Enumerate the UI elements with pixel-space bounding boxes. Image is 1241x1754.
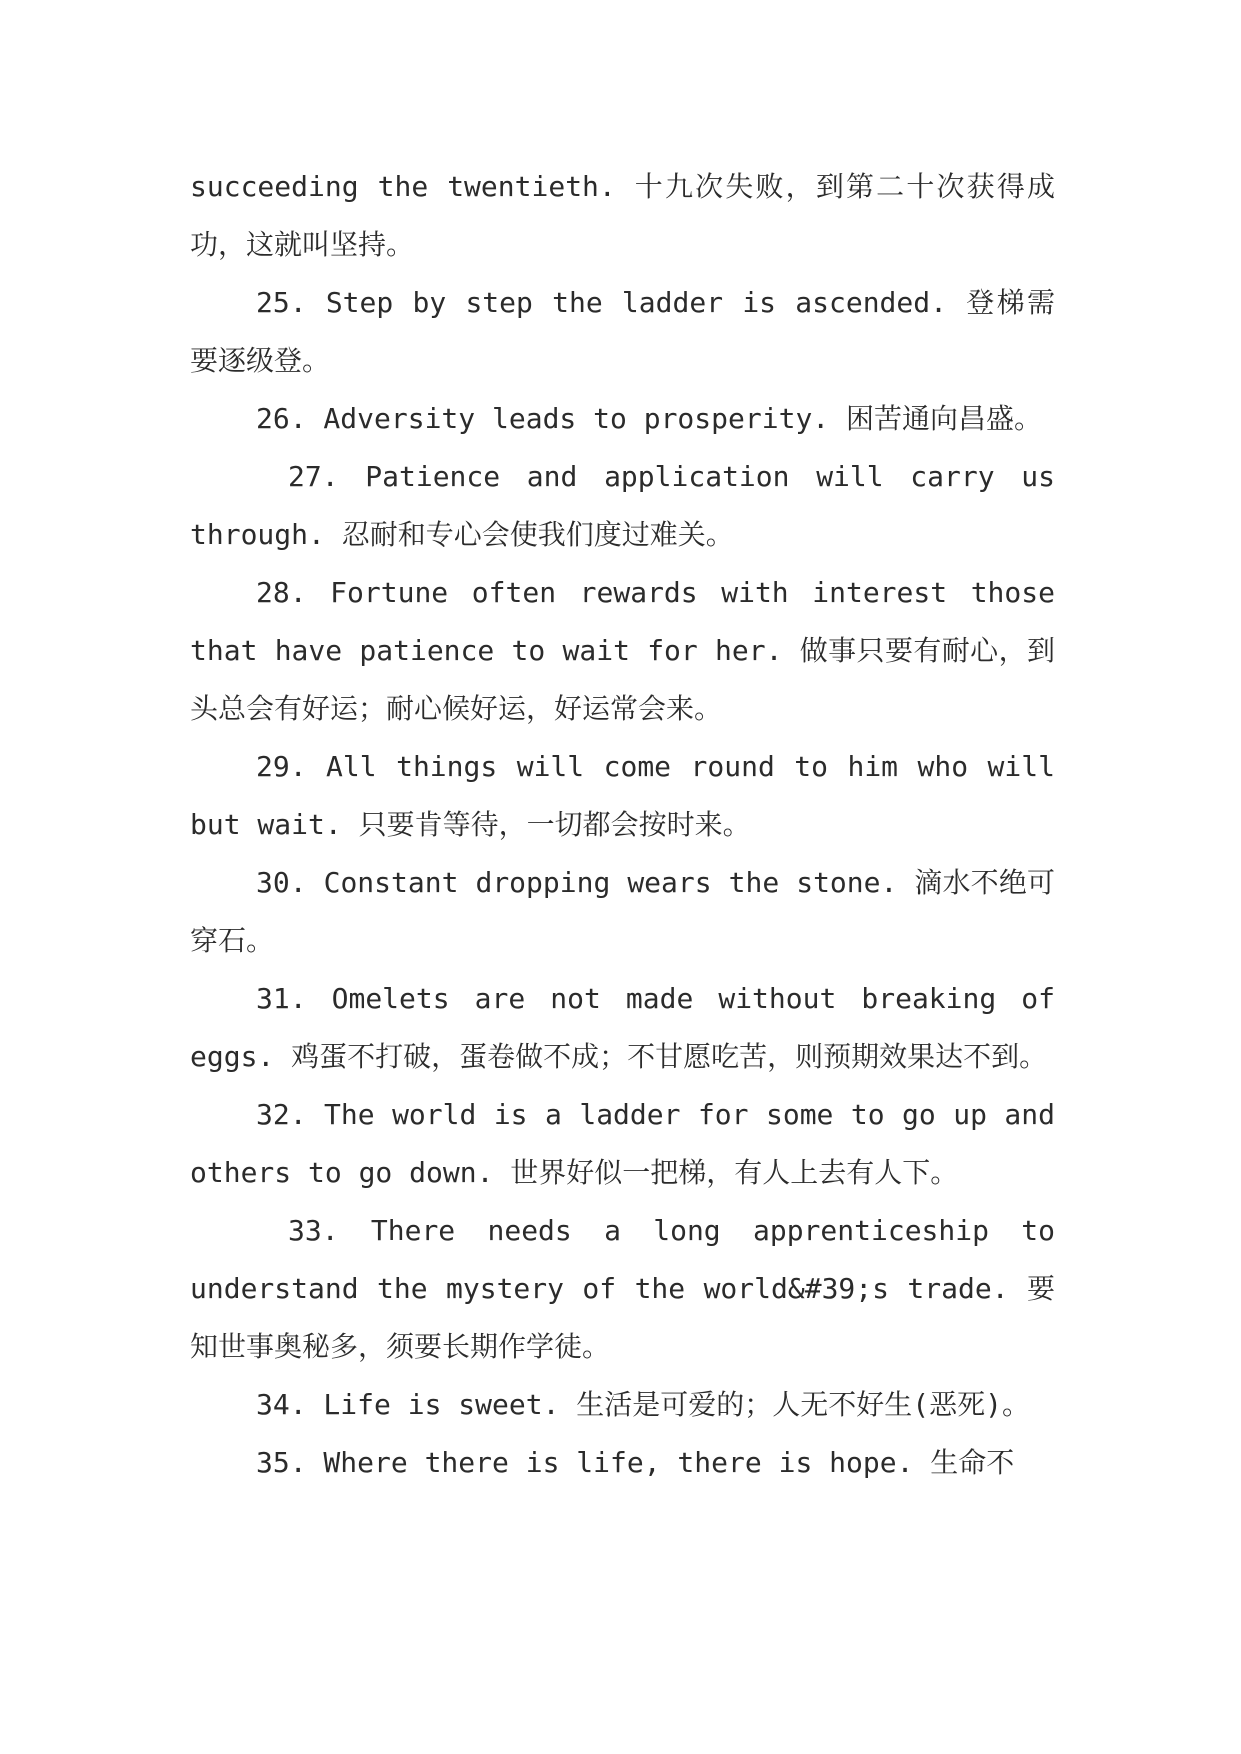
- document-page: [190, 158, 1055, 1492]
- proverb-27: 27. Patience and application will carry us through. 忍耐和专心会使我们度过难关。: [190, 460, 1055, 551]
- proverb-26: 26. Adversity leads to prosperity. 困苦通向昌盛。: [256, 402, 1043, 435]
- proverb-35: 35. Where there is life, there is hope. 生命不: [256, 1446, 1015, 1479]
- proverb-25: 25. Step by step the ladder is ascended. 登梯需要逐级登。: [190, 286, 1055, 377]
- proverb-30: 30. Constant dropping wears the stone. 滴水不绝可穿石。: [190, 866, 1055, 957]
- paragraph-continuation: succeeding the twentieth. 十九次失败，到第二十次获得成功，这就叫坚持。: [190, 170, 1055, 261]
- proverb-34: 34. Life is sweet. 生活是可爱的；人无不好生(恶死)。: [256, 1388, 1031, 1421]
- proverb-31: 31. Omelets are not made without breaking of eggs. 鸡蛋不打破，蛋卷做不成；不甘愿吃苦，则预期效果达不到。: [190, 982, 1055, 1073]
- proverb-33: 33. There needs a long apprenticeship to understand the mystery of the world&#39;s trade. 要知世事奥秘多，须要长期作学徒。: [190, 1214, 1055, 1363]
- proverb-32: 32. The world is a ladder for some to go up and others to go down. 世界好似一把梯，有人上去有人下。: [190, 1098, 1055, 1189]
- proverb-28: 28. Fortune often rewards with interest those that have patience to wait for her. 做事只要有耐心，到头总会有好运；耐心候好运，好运常会来。: [190, 576, 1055, 725]
- proverb-29: 29. All things will come round to him who will but wait. 只要肯等待，一切都会按时来。: [190, 750, 1055, 841]
